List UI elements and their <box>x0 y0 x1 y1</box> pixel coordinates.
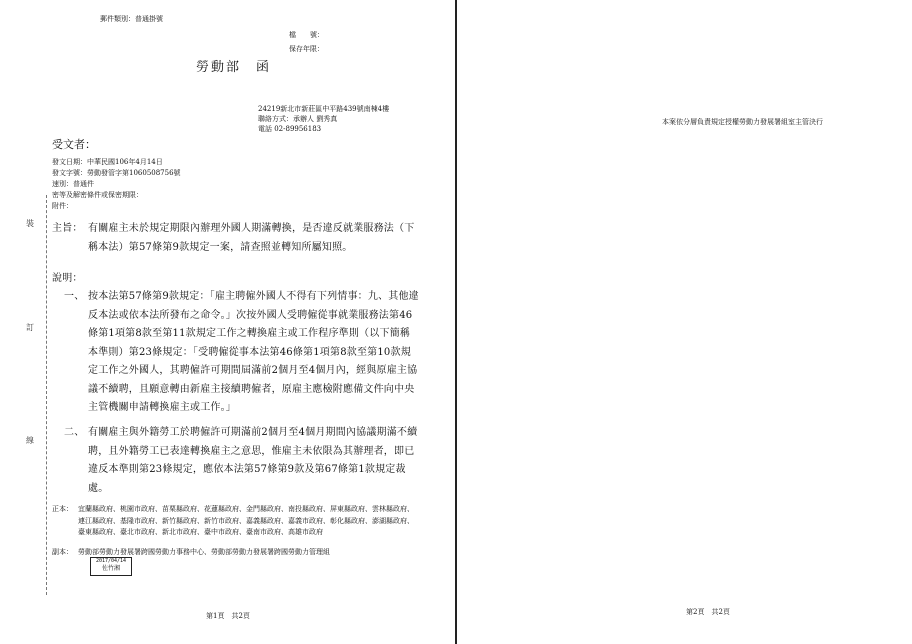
cc-label: 正本： <box>52 505 73 513</box>
document-title: 勞動部 函 <box>196 60 272 75</box>
mail-type: 郵件類別：普通掛號 <box>100 15 163 23</box>
delivery-speed: 速別：普通件 <box>52 180 94 188</box>
document-page-1 <box>0 0 455 644</box>
explanation-label: 說明： <box>52 273 83 284</box>
sender-address: 24219新北市新莊區中平路439號南棟4樓 <box>258 105 390 113</box>
issue-date: 發文日期：中華民國106年4月14日 <box>52 158 163 166</box>
binding-char-zhuang: 裝 <box>26 219 34 228</box>
page-footer-1: 第1頁 共2頁 <box>206 612 250 620</box>
subject-label: 主旨： <box>52 223 83 234</box>
recipient: 受文者： <box>52 138 96 151</box>
subject-text: 有關雇主未於規定期限內辦理外國人期滿轉換，是否違反就業服務法（下稱本法）第57條第9款規定一案，請查照並轉知所屬知照。 <box>88 223 415 253</box>
item-2-number: 二、 <box>64 427 85 438</box>
document-number: 發文字號：勞動發管字第1060508756號 <box>52 169 181 177</box>
binding-line <box>46 195 47 595</box>
stamp-name: 佐竹湘 <box>101 565 120 572</box>
item-1-number: 一、 <box>64 291 85 302</box>
sender-contact: 聯絡方式：承辦人 劉秀真 <box>258 115 338 123</box>
document-page-2 <box>457 0 912 644</box>
page-footer-2: 第2頁 共2頁 <box>686 608 730 616</box>
copy-label: 副本： <box>52 548 73 556</box>
file-number: 檔 號： <box>289 31 324 39</box>
authorization-note: 本案依分層負責規定授權勞動力發展署組室主管決行 <box>662 118 823 126</box>
retention-period: 保存年限： <box>289 45 324 53</box>
copy-text: 勞動部勞動力發展署跨國勞動力事務中心、勞動部勞動力發展署跨國勞動力管理組 <box>78 548 330 556</box>
sender-phone: 電話 02-89956183 <box>258 125 322 133</box>
secrecy-level: 密等及解密條件或保密期限： <box>52 191 143 199</box>
binding-char-xian: 線 <box>26 436 34 445</box>
item-2-text: 有關雇主與外籍勞工於聘僱許可期滿前2個月至4個月期間內協議期滿不續聘，且外籍勞工已表達轉換雇主之意思，惟雇主未依限為其辦理者，即已違反本準則第23條規定，應依本法第57條第9款及第67條第1款規定裁處。 <box>88 427 418 494</box>
item-1-text: 按本法第57條第9款規定：「雇主聘僱外國人不得有下列情事：九、其他違反本法或依本法所發布之命令。」次按外國人受聘僱從事就業服務法第46條第1項第8款至第11款規定工作之轉換雇主或工作程序準則（以下簡稱本準則）第23條規定：「受聘僱從事本法第46條第1項第8款至第10款規定工作之外國人，其聘僱許可期間屆滿前2個月至4個月內，經與原雇主協議不續聘，且願意轉由新雇主接續聘僱者，原雇主應檢附應備文件向中央主管機關申請轉換雇主或工作。」 <box>88 291 419 413</box>
binding-char-ding: 訂 <box>26 323 34 332</box>
seal-stamp <box>90 557 132 576</box>
attachments: 附件： <box>52 202 73 210</box>
stamp-date: 2017/04/14 <box>95 558 127 564</box>
cc-text: 宜蘭縣政府、桃園市政府、苗栗縣政府、花蓮縣政府、金門縣政府、南投縣政府、屏東縣政府、雲林縣政府、連江縣政府、基隆市政府、新竹縣政府、新竹市政府、嘉義縣政府、嘉義市政府、彰化縣政府、澎湖縣政府、臺東縣政府、臺北市政府、新北市政府、臺中市政府、臺南市政府、高雄市政府 <box>78 505 414 536</box>
